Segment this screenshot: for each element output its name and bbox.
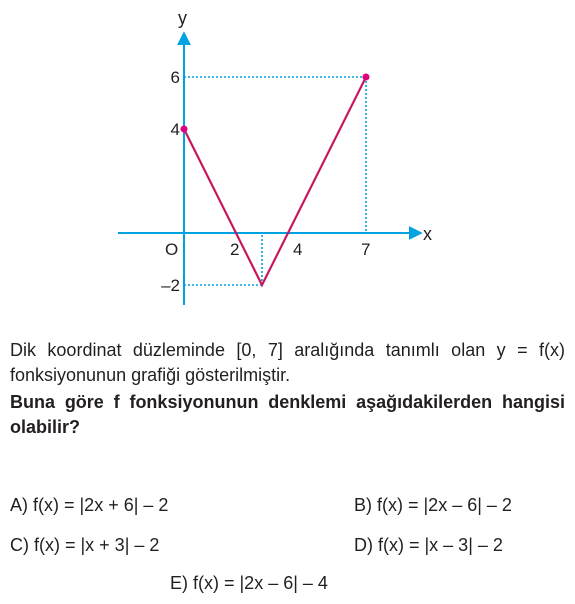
choice-e[interactable]: E) f(x) = |2x – 6| – 4 <box>170 573 328 593</box>
x-tick-labels <box>230 240 370 259</box>
question-stem: Dik koordinat düzleminde [0, 7] aralığında tanımlı olan y = f(x) fonksiyonunun grafiği gösterilmiştir. <box>10 340 565 385</box>
y-tick-label: 4 <box>170 120 180 139</box>
endpoint-dot-0 <box>181 126 188 133</box>
choice-c[interactable]: C) f(x) = |x + 3| – 2 <box>10 535 160 555</box>
choice-b[interactable]: B) f(x) = |2x – 6| – 2 <box>354 495 512 515</box>
graph-line <box>184 77 366 285</box>
x-axis-label: x <box>423 224 432 244</box>
guide-lines <box>184 77 366 285</box>
endpoint-dot-1 <box>363 74 370 81</box>
x-tick-label: 4 <box>293 240 303 259</box>
y-tick-labels <box>161 68 180 295</box>
question-ask: Buna göre f fonksiyonunun denklemi aşağıdakilerden hangisi olabilir? <box>10 392 565 437</box>
x-tick-label: 7 <box>361 240 371 259</box>
y-axis-label: y <box>178 8 187 28</box>
x-tick-label: 2 <box>230 240 240 259</box>
question <box>10 338 565 440</box>
y-tick-label: –2 <box>161 276 180 295</box>
choice-d[interactable]: D) f(x) = |x – 3| – 2 <box>354 535 503 555</box>
choice-a[interactable]: A) f(x) = |2x + 6| – 2 <box>10 495 169 515</box>
origin-label: O <box>165 240 179 259</box>
endpoints <box>181 74 370 133</box>
y-tick-label: 6 <box>170 68 180 87</box>
